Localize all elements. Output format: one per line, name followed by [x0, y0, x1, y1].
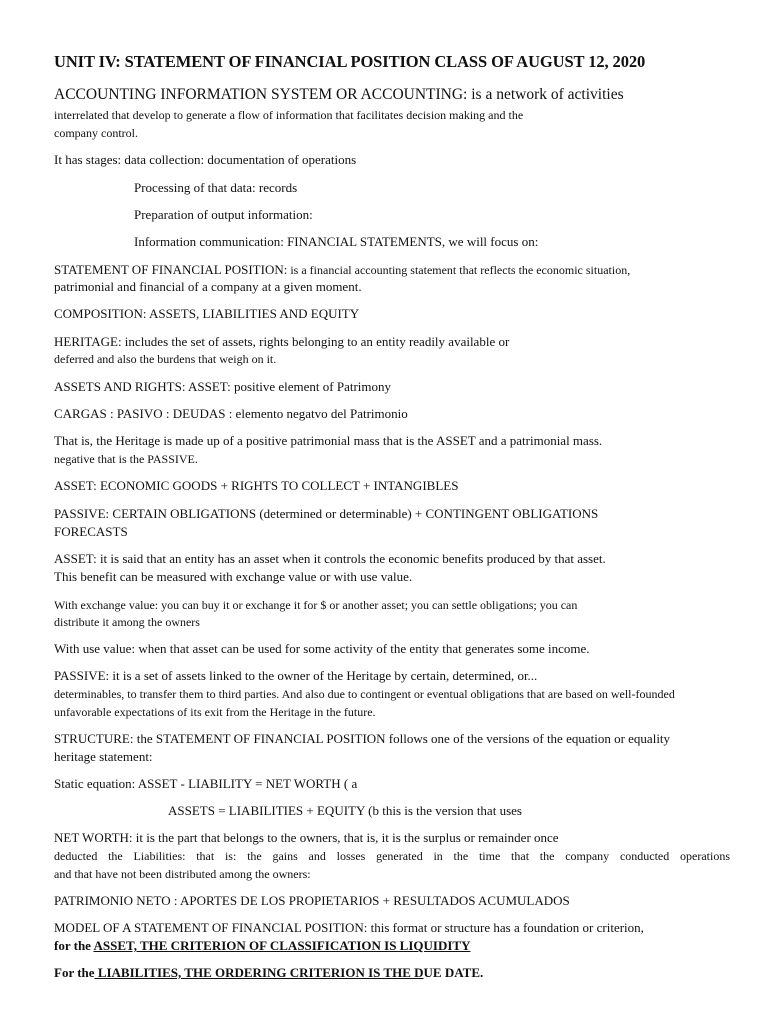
model-prefix: for the [54, 938, 94, 953]
passive-formula-line-2: FORECASTS [54, 524, 128, 539]
asset-formula: ASSET: ECONOMIC GOODS + RIGHTS TO COLLECT + INTANGIBLES [54, 478, 459, 493]
model-line-1: MODEL OF A STATEMENT OF FINANCIAL POSITION: this format or structure has a foundation or criterion, [54, 920, 644, 935]
exchange-value-line-1: With exchange value: you can buy it or exchange it for $ or another asset; you can settle obligations; you can [54, 598, 578, 612]
asset-criterion: ASSET, THE CRITERION OF CLASSIFICATION IS LIQUIDITY [93, 938, 471, 953]
exchange-value-line-2: distribute it among the owners [54, 615, 200, 629]
passive-definition-line-2: determinables, to transfer them to third parties. And also due to contingent or eventual obligations that are based on well-founded [54, 687, 675, 701]
passive-definition-line-3: unfavorable expectations of its exit from the Heritage in the future. [54, 705, 376, 719]
liabilities-prefix: For the [54, 965, 95, 980]
asset-definition-line-2: This benefit can be measured with exchange value or with use value. [54, 569, 413, 584]
passive-definition-line-1: PASSIVE: it is a set of assets linked to the owner of the Heritage by certain, determined, or... [54, 668, 538, 683]
heritage-line-1: HERITAGE: includes the set of assets, rights belonging to an entity readily available or [54, 334, 510, 349]
liabilities-criterion: LIABILITIES, THE ORDERING CRITERION IS THE D [94, 965, 424, 980]
passive-formula-line-1: PASSIVE: CERTAIN OBLIGATIONS (determined or determinable) + CONTINGENT OBLIGATIONS [54, 506, 599, 521]
net-worth-line-3: and that have not been distributed among the owners: [54, 867, 311, 881]
sfp-term: STATEMENT OF FINANCIAL POSITION: [54, 262, 288, 277]
assets-and-rights: ASSETS AND RIGHTS: ASSET: positive element of Patrimony [54, 379, 391, 394]
structure-line-1: STRUCTURE: the STATEMENT OF FINANCIAL POSITION follows one of the versions of the equation or equality [54, 731, 671, 746]
that-is-line-1: That is, the Heritage is made up of a positive patrimonial mass that is the ASSET and a patrimonial mass. [54, 433, 603, 448]
asset-definition-line-1: ASSET: it is said that an entity has an asset when it controls the economic benefits produced by that asset. [54, 551, 606, 566]
static-equation: Static equation: ASSET - LIABILITY = NET WORTH ( a [54, 776, 358, 791]
heritage-line-2: deferred and also the burdens that weigh on it. [54, 352, 277, 366]
sfp-description: is a financial accounting statement that reflects the economic situation, [287, 263, 631, 277]
use-value: With use value: when that asset can be used for some activity of the entity that generates some income. [54, 641, 590, 656]
ais-heading: ACCOUNTING INFORMATION SYSTEM OR ACCOUNTING: is a network of activities [54, 86, 624, 103]
ais-line-2: interrelated that develop to generate a flow of information that facilitates decision making and the [54, 108, 524, 122]
structure-line-2: heritage statement: [54, 749, 153, 764]
stage-communication: Information communication: FINANCIAL STATEMENTS, we will focus on: [134, 234, 539, 249]
stage-processing: Processing of that data: records [134, 180, 298, 195]
composition: COMPOSITION: ASSETS, LIABILITIES AND EQUITY [54, 306, 360, 321]
liabilities-suffix: UE DATE. [423, 965, 484, 980]
liabilities-criterion-line [54, 965, 483, 981]
ais-line-3: company control. [54, 126, 138, 140]
assets-equation: ASSETS = LIABILITIES + EQUITY (b this is the version that uses [168, 803, 522, 818]
sfp-definition-line-2: patrimonial and financial of a company at a given moment. [54, 279, 362, 294]
stage-preparation: Preparation of output information: [134, 207, 313, 222]
net-worth-line-1: NET WORTH: it is the part that belongs to the owners, that is, it is the surplus or remainder once [54, 830, 559, 845]
document-title: UNIT IV: STATEMENT OF FINANCIAL POSITION CLASS OF AUGUST 12, 2020 [54, 52, 646, 71]
net-worth-line-2: deducted the Liabilities: that is: the gains and losses generated in the time that the company conducted operations [54, 849, 730, 863]
patrimonio-neto: PATRIMONIO NETO : APORTES DE LOS PROPIETARIOS + RESULTADOS ACUMULADOS [54, 893, 570, 908]
cargas-line: CARGAS : PASIVO : DEUDAS : elemento negatvo del Patrimonio [54, 406, 408, 421]
model-line-2 [54, 938, 470, 954]
that-is-line-2: negative that is the PASSIVE. [54, 452, 198, 466]
sfp-definition-line-1 [54, 262, 630, 278]
stages-intro: It has stages: data collection: documentation of operations [54, 152, 357, 167]
